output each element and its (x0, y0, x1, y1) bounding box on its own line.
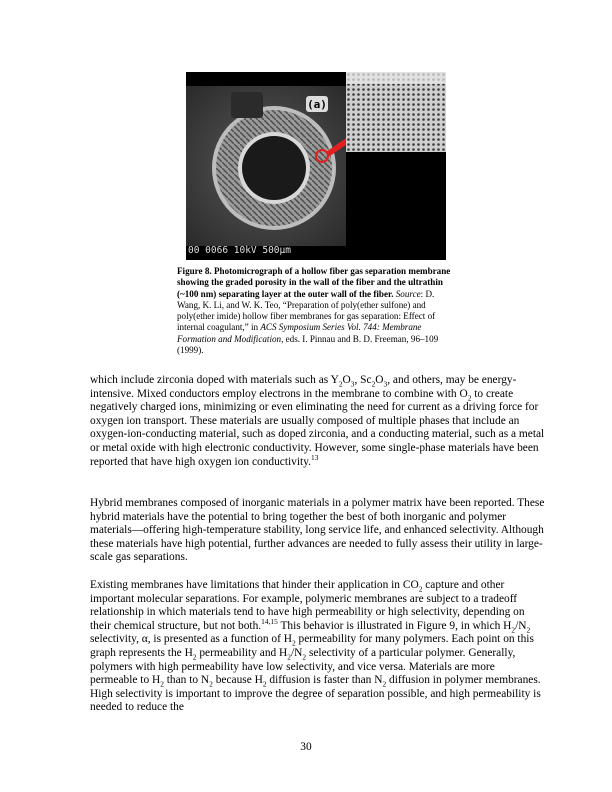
figure-photomicrograph (186, 72, 446, 260)
subscript: 3 (350, 379, 355, 389)
caption-source-italic: ACS Symposium Series Vol. 744: Membrane Formation and Modification (177, 322, 422, 344)
subscript: 2 (209, 679, 213, 689)
caption-source-label: Source (395, 288, 421, 299)
text-run: Existing membranes have limitations that hinder their application in CO (90, 579, 419, 591)
subscript: 2 (192, 652, 197, 662)
text-run: to create negatively charged ions, minimizing or even eliminating the need for current as a driving force for oxygen ion transport. These materials are usually composed of multiple phases that include an oxygen-ion-conducting material, such as doped zirconia, and a conducting material, such as a metal or metal oxide with high electronic conductivity. However, some single-phase materials have been reported that have high oxygen ion conductivity. (90, 387, 545, 468)
text-run: O (375, 374, 384, 386)
subscript: 2 (511, 625, 516, 635)
text-run: diffusion in polymer membranes. High selectivity is important to improve the degree of separation possible, and high permeability is needed to reduce the (90, 674, 541, 714)
scale-bar-text: 00 0066 10kV 500µm (188, 245, 291, 256)
text-run: because H (212, 674, 263, 687)
text-run: /N (290, 646, 303, 659)
photomicrograph-image (186, 72, 446, 260)
paragraph-1 (90, 374, 545, 469)
panel-label: (a) (307, 98, 327, 111)
text-run: , and others, may be energy-intensive. Mixed conductors employ electrons in the membrane to combine with O (90, 374, 517, 400)
reference-superscript: 14,15 (261, 616, 278, 626)
text-run: permeability for many polymers. Each point on this graph represents the H (90, 633, 534, 659)
text-run: , Sc (354, 374, 372, 386)
subscript: 2 (382, 679, 387, 689)
paragraph-3 (90, 579, 545, 715)
text-run: capture and other important molecular separations. For example, polymeric membranes are subject to a tradeoff relationship in which materials tend to have high permeability or high selectivity, depending on their chemical structure, but not both. (90, 579, 525, 632)
page-number: 30 (300, 741, 312, 753)
text-run: This behavior is illustrated in Figure 9, in which H (277, 619, 512, 632)
figure-caption (177, 266, 452, 356)
text-run: diffusion is faster than N (266, 674, 383, 687)
subscript: 3 (383, 379, 388, 389)
caption-source-text: : D. Wang, K. Li, and W. K. Teo, “Preparation of poly(ether sulfone) and poly(ether imide) hollow fiber membranes for gas separation: Effect of internal coagulant,” in (177, 288, 436, 333)
text-run: selectivity, α, is presented as a function of H (90, 633, 292, 646)
subscript: 2 (160, 679, 164, 689)
caption-title: Figure 8. Photomicrograph of a hollow fiber gas separation membrane showing the graded porosity in the wall of the fiber and the ultrathin (~100 nm) separating layer at the outer wall of the fiber. (177, 266, 451, 299)
subscript: 2 (371, 379, 376, 389)
subscript: 2 (291, 638, 296, 648)
subscript: 2 (526, 625, 531, 635)
corner-marker (231, 92, 263, 118)
paragraph-2: Hybrid membranes composed of inorganic materials in a polymer matrix have been reported. These hybrid materials have the potential to bring together the best of both inorganic and polymer materials—offering high-temperature stability, long service life, and enhanced selectivity. Although these materials have high potential, further advances are needed to fully assess their utility in large-scale gas separations. (90, 497, 545, 564)
subscript: 2 (467, 392, 472, 402)
text-run: O (342, 374, 351, 386)
text-run: which include zirconia doped with materials such as Y (90, 374, 339, 386)
subscript: 2 (262, 679, 267, 689)
text-run: /N (515, 619, 527, 632)
subscript: 2 (418, 584, 423, 594)
subscript: 2 (338, 379, 343, 389)
fiber-lumen (242, 136, 306, 200)
text-run: than to N (163, 674, 210, 687)
subscript: 2 (302, 652, 307, 662)
caption-source-end: , eds. I. Pinnau and B. D. Freeman, 96–109 (1999). (177, 333, 439, 356)
text-run: selectivity of a particular polymer. Generally, polymers with high permeability have low selectivity, and vice versa. Materials are more permeable to H (90, 646, 516, 687)
text-run: permeability and H (196, 646, 288, 659)
subscript: 2 (287, 652, 291, 662)
reference-superscript: 13 (311, 452, 319, 462)
